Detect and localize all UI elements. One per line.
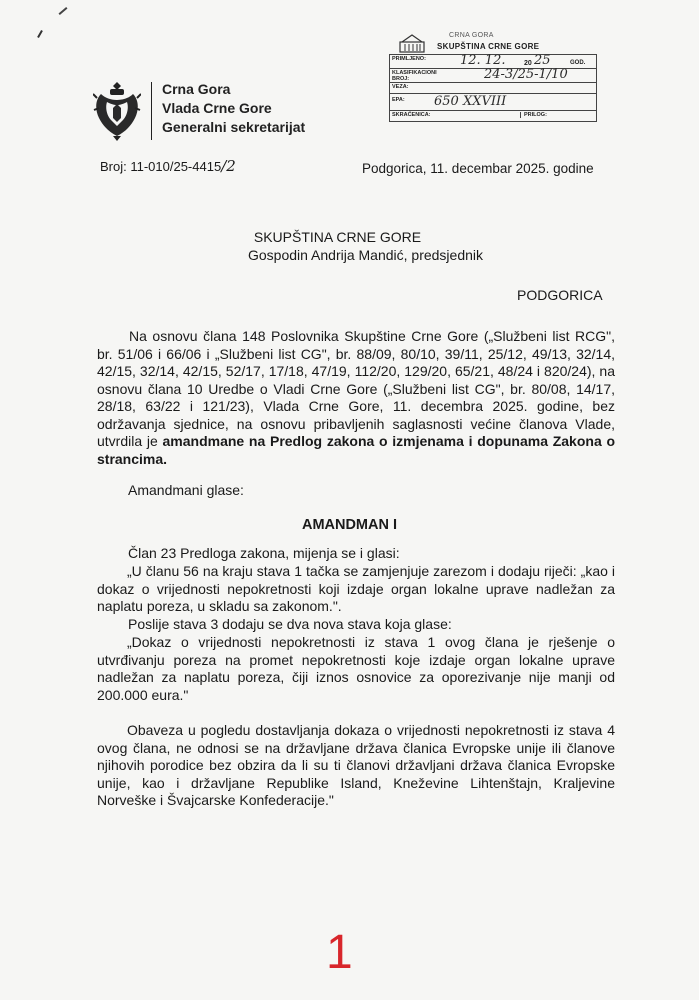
obligation-paragraph: Obaveza u pogledu dostavljanja dokaza o vrijednosti nepokretnosti iz stava 4 ovog člana, ne odnosi se na državljane država članica Evropske unije ili članove njihovih porodice bez obzira da li su ti članovi državljani država članica Evropske unije, kao i državljane Republike Island, Kneževine Lihtenštajn, Kraljevine Norveške i Švajcarske Konfederacije." bbox=[97, 722, 615, 808]
document-number bbox=[100, 157, 236, 175]
quote-paragraph-2: „Dokaz o vrijednosti nepokretnosti iz stava 1 ovog člana je rješenje o utvrđivanju poreza na promet nepokretnosti koje izdaje organ lokalne uprave nadležan za naplatu poreza, čiji iznos osnovice za oporezivanje nije manji od 200.000 eura." bbox=[97, 634, 615, 703]
stamp-received-date: 12. 12. bbox=[460, 53, 506, 68]
stamp-label: SKRAĆENICA: bbox=[392, 112, 431, 118]
intro-bold-text: amandmane na Predlog zakona o izmjenama i dopunama Zakona o strancima. bbox=[97, 433, 616, 467]
government-header bbox=[162, 80, 305, 137]
coat-of-arms-icon bbox=[93, 80, 141, 142]
stamp-institution: SKUPŠTINA CRNE GORE bbox=[437, 42, 540, 51]
document-number-text: Broj: 11-010/25-4415 bbox=[100, 159, 222, 174]
stamp-label: PRIMLJENO: bbox=[392, 56, 426, 62]
stamp-classification-number: 24-3/25-1/10 bbox=[484, 67, 568, 82]
recipient-city: PODGORICA bbox=[517, 287, 603, 303]
intro-paragraph bbox=[97, 328, 615, 468]
gov-line-country: Crna Gora bbox=[162, 81, 231, 97]
place-and-date: Podgorica, 11. decembar 2025. godine bbox=[362, 161, 594, 176]
amendments-intro: Amandmani glase: bbox=[128, 482, 244, 498]
document-number-handwritten: /2 bbox=[221, 157, 236, 175]
page-number: 1 bbox=[326, 926, 353, 979]
stamp-row-classification bbox=[390, 69, 596, 83]
stamp-epa-value: 650 XXVIII bbox=[434, 94, 507, 109]
gov-line-secretariat: Generalni sekretarijat bbox=[162, 119, 306, 135]
after-paragraph-line: Poslije stava 3 dodaju se dva nova stava koja glase: bbox=[128, 616, 452, 632]
stamp-header bbox=[389, 28, 595, 54]
article-line: Član 23 Predloga zakona, mijenja se i glasi: bbox=[128, 545, 400, 561]
stamp-label: VEZA: bbox=[392, 84, 409, 90]
stamp-row-epa bbox=[390, 94, 596, 111]
stamp-row-abbrev bbox=[390, 111, 596, 121]
stamp-top-text: CRNA GORA bbox=[449, 32, 494, 39]
intro-text: Na osnovu člana 148 Poslovnika Skupštine Crne Gore („Službeni list RCG", br. 51/06 i 66/06 i „Službeni list CG", br. 88/09, 80/10, 39/11, 25/12, 49/13, 32/14, 42/15, 32/14, 42/15, 52/17, 17/18, 47/19, 112/20, 129/20, 65/21, 48/24 i 820/24), na osnovu člana 10 Uredbe o Vladi Crne Gore („Službeni list CG", br. 80/08, 14/17, 28/18, 63/22 i 121/23), Vlada Crne Gore, 11. decembra 2025. godine, bez održavanja sjednice, na osnovu pribavljenih saglasnosti većine članova Vlade, utvrdila je bbox=[97, 328, 615, 449]
quote-paragraph-1: „U članu 56 na kraju stava 1 tačka se zamjenjuje zarezom i dodaju riječi: „kao i dokaz o vrijednosti nepokretnosti koji izdaje organ lokalne uprave nadležan za naplatu poreza, u skladu sa zakonom.". bbox=[97, 563, 615, 614]
stamp-label-attachment: PRILOG: bbox=[520, 112, 547, 118]
gov-line-government: Vlada Crne Gore bbox=[162, 100, 272, 116]
recipient-institution: SKUPŠTINA CRNE GORE bbox=[253, 229, 422, 245]
stamp-label: KLASIFIKACIONI BROJ: bbox=[392, 70, 437, 82]
stamp-year-prefix: 20 bbox=[524, 60, 532, 67]
stamp-label: EPA: bbox=[392, 97, 405, 103]
scan-mark bbox=[37, 30, 43, 38]
amendment-title: AMANDMAN I bbox=[301, 517, 398, 533]
scan-mark bbox=[59, 7, 68, 15]
recipient-person: Gospodin Andrija Mandić, predsjednik bbox=[247, 247, 484, 263]
stamp-year: 25 bbox=[534, 53, 551, 68]
parliament-logo-icon bbox=[399, 34, 425, 54]
stamp-table bbox=[389, 54, 597, 122]
stamp-row-link bbox=[390, 83, 596, 94]
header-divider bbox=[151, 82, 152, 140]
stamp-god: GOD. bbox=[570, 60, 586, 66]
